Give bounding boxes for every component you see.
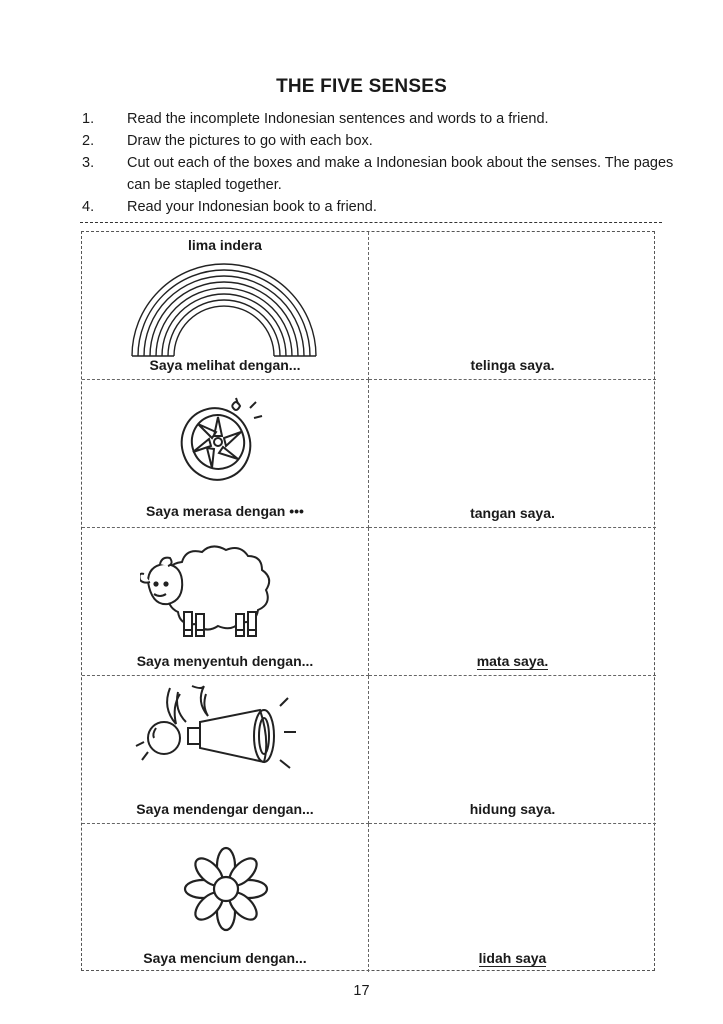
instruction-text: Cut out each of the boxes and make a Indonesian book about the senses. The pages can be stapled together. xyxy=(127,155,674,193)
card-caption xyxy=(82,503,368,519)
card-cell xyxy=(82,380,369,528)
instruction-text: Draw the pictures to go with each box. xyxy=(127,133,373,149)
cut-line-divider xyxy=(80,222,662,223)
instruction-number: 2. xyxy=(82,133,95,149)
card-cell xyxy=(369,528,656,676)
card-caption-text: Saya merasa dengan ••• xyxy=(146,503,304,519)
flower-icon xyxy=(176,844,276,934)
card-caption: Saya mendengar dengan... xyxy=(136,801,314,817)
card-caption xyxy=(369,653,656,669)
card-cell xyxy=(82,528,369,676)
instruction-number: 3. xyxy=(82,155,95,171)
instruction-item xyxy=(82,196,682,218)
card-caption xyxy=(369,950,656,966)
card-cell xyxy=(369,380,656,528)
rainbow-icon xyxy=(128,258,320,358)
instruction-item xyxy=(82,152,682,196)
card-cell xyxy=(369,676,656,824)
card-grid xyxy=(81,231,655,971)
card-cell xyxy=(369,232,656,380)
horn-icon xyxy=(130,682,306,792)
lemon-icon xyxy=(174,396,274,486)
card-caption: Saya mencium dengan... xyxy=(143,950,307,966)
instruction-number: 4. xyxy=(82,199,95,215)
card-caption: tangan saya. xyxy=(470,505,555,521)
card-caption: telinga saya. xyxy=(470,357,555,373)
card-cell xyxy=(82,676,369,824)
instruction-text: Read the incomplete Indonesian sentences and words to a friend. xyxy=(127,111,549,127)
card-cell xyxy=(82,232,369,380)
instruction-number: 1. xyxy=(82,111,95,127)
instruction-item xyxy=(82,130,682,152)
card-caption: Saya menyentuh dengan... xyxy=(136,653,314,669)
card-caption: hidung saya. xyxy=(469,801,556,817)
instruction-text: Read your Indonesian book to a friend. xyxy=(127,199,377,215)
instruction-item xyxy=(82,108,682,130)
card-caption-text: lidah saya xyxy=(478,950,547,966)
card-caption: Saya melihat dengan... xyxy=(149,357,301,373)
card-caption-text: mata saya. xyxy=(476,653,549,669)
sheep-icon xyxy=(140,542,280,646)
card-cell xyxy=(82,824,369,972)
cards-heading: lima indera xyxy=(188,237,262,253)
page-number: 17 xyxy=(353,983,370,999)
page-title: THE FIVE SENSES xyxy=(276,76,447,97)
card-cell xyxy=(369,824,656,972)
instruction-list xyxy=(82,108,682,218)
